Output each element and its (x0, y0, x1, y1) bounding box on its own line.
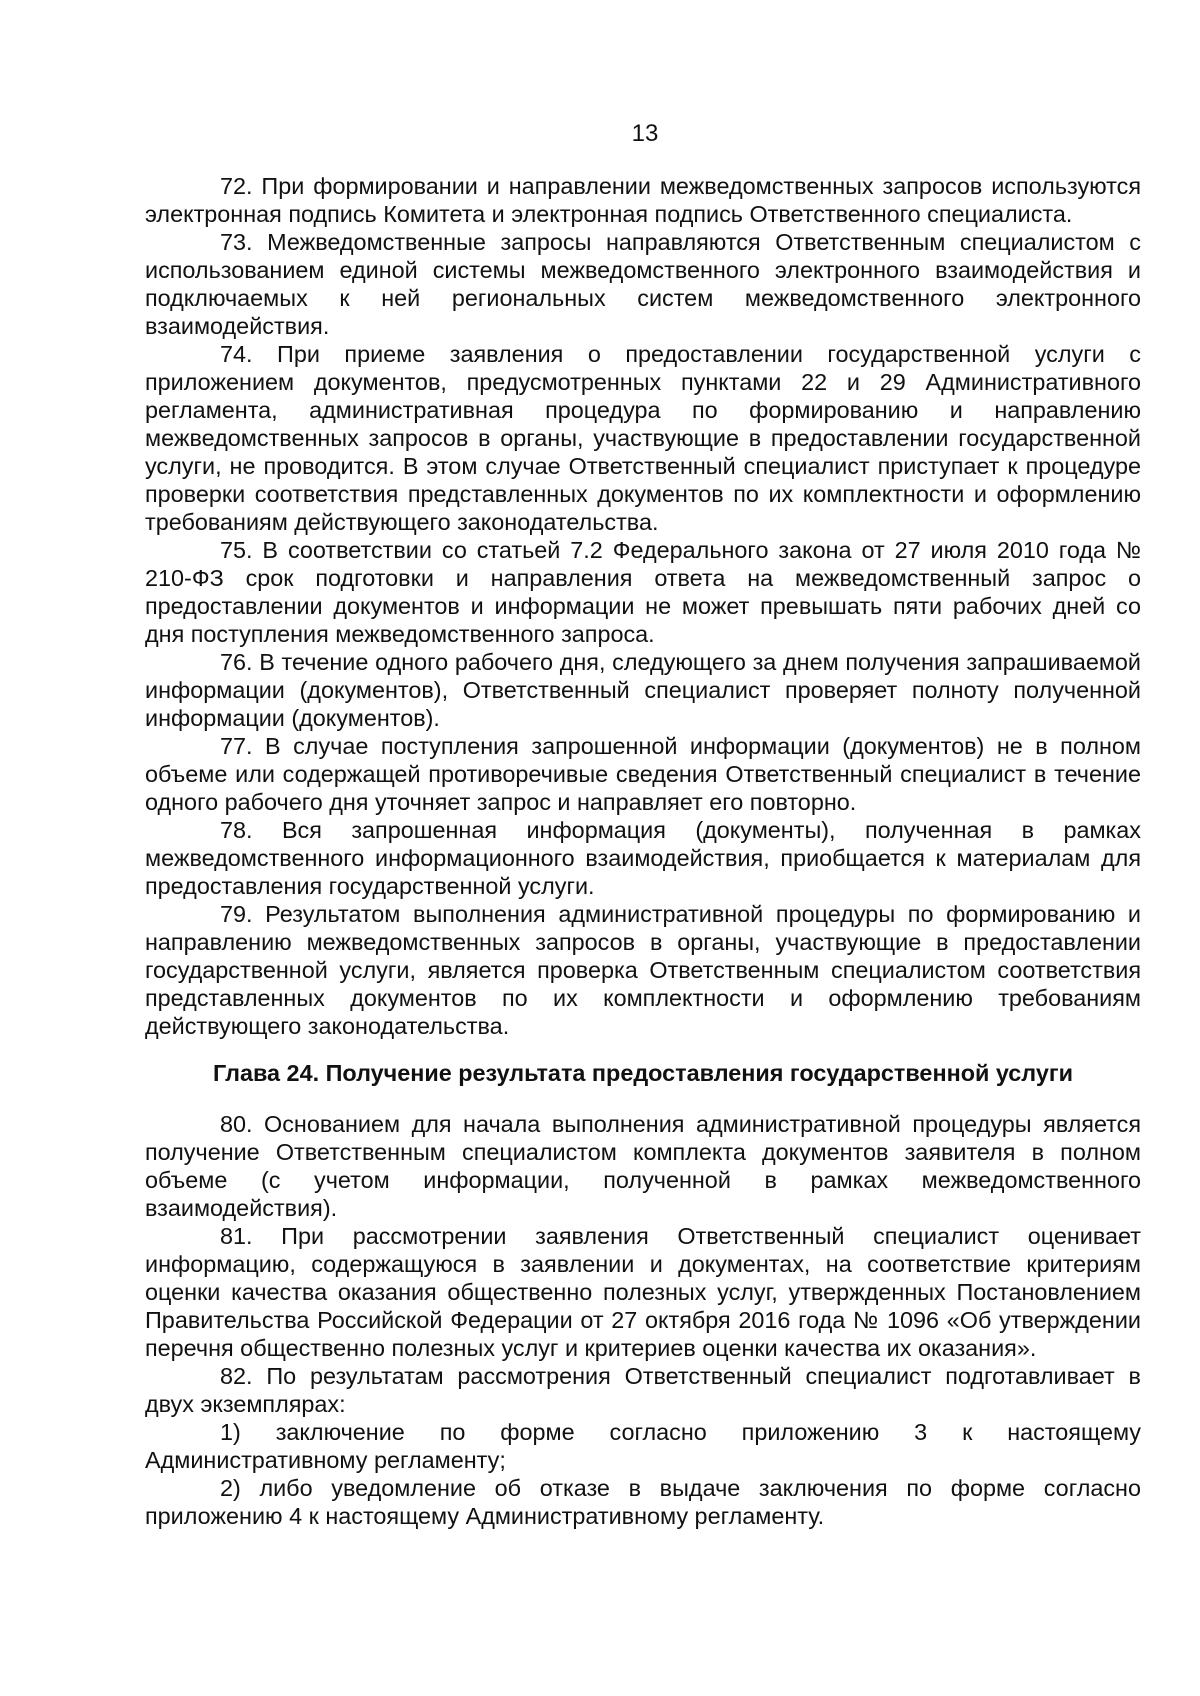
paragraph-76: 76. В течение одного рабочего дня, следующего за днем получения запрашиваемой информации (документов), Ответственный специалист проверяет полноту полученной информации (документов). (145, 649, 1141, 731)
list-item-2: 2) либо уведомление об отказе в выдаче заключения по форме согласно приложению 4 к настоящему Административному регламенту. (145, 1475, 1141, 1529)
page-number: 13 (631, 120, 659, 147)
paragraph-73: 73. Межведомственные запросы направляются Ответственным специалистом с использованием единой системы межведомственного электронного взаимодействия и подключаемых к ней региональных систем межведомственного электронного взаимодействия. (145, 229, 1141, 339)
paragraph-77: 77. В случае поступления запрошенной информации (документов) не в полном объеме или содержащей противоречивые сведения Ответственный специалист в течение одного рабочего дня уточняет запрос и направляет его повторно. (145, 733, 1141, 815)
paragraph-72: 72. При формировании и направлении межведомственных запросов используются электронная подпись Комитета и электронная подпись Ответственного специалиста. (145, 173, 1141, 227)
chapter-heading: Глава 24. Получение результата предоставления государственной услуги (213, 1060, 1073, 1086)
paragraph-74: 74. При приеме заявления о предоставлении государственной услуги с приложением документов, предусмотренных пунктами 22 и 29 Административного регламента, административная процедура по формированию и направлению межведомственных запросов в органы, участвующие в предоставлении государственной услуги, не проводится. В этом случае Ответственный специалист приступает к процедуре проверки соответствия представленных документов по их комплектности и оформлению требованиям действующего законодательства. (145, 341, 1141, 535)
paragraph-79: 79. Результатом выполнения административной процедуры по формированию и направлению межведомственных запросов в органы, участвующие в предоставлении государственной услуги, является проверка Ответственным специалистом соответствия представленных документов по их комплектности и оформлению требованиям действующего законодательства. (145, 901, 1141, 1039)
paragraph-82: 82. По результатам рассмотрения Ответственный специалист подготавливает в двух экземплярах: (145, 1363, 1141, 1417)
list-item-1: 1) заключение по форме согласно приложению 3 к настоящему Административному регламенту; (145, 1419, 1141, 1473)
paragraph-75: 75. В соответствии со статьей 7.2 Федерального закона от 27 июля 2010 года № 210-ФЗ срок подготовки и направления ответа на межведомственный запрос о предоставлении документов и информации не может превышать пяти рабочих дней со дня поступления межведомственного запроса. (145, 537, 1141, 647)
paragraph-78: 78. Вся запрошенная информация (документы), полученная в рамках межведомственного информационного взаимодействия, приобщается к материалам для предоставления государственной услуги. (145, 817, 1141, 899)
paragraph-81: 81. При рассмотрении заявления Ответственный специалист оценивает информацию, содержащуюся в заявлении и документах, на соответствие критериям оценки качества оказания общественно полезных услуг, утвержденных Постановлением Правительства Российской Федерации от 27 октября 2016 года № 1096 «Об утверждении перечня общественно полезных услуг и критериев оценки качества их оказания». (145, 1223, 1141, 1361)
document-body (145, 172, 1141, 1530)
paragraph-80: 80. Основанием для начала выполнения административной процедуры является получение Ответственным специалистом комплекта документов заявителя в полном объеме (с учетом информации, полученной в рамках межведомственного взаимодействия). (145, 1111, 1141, 1221)
